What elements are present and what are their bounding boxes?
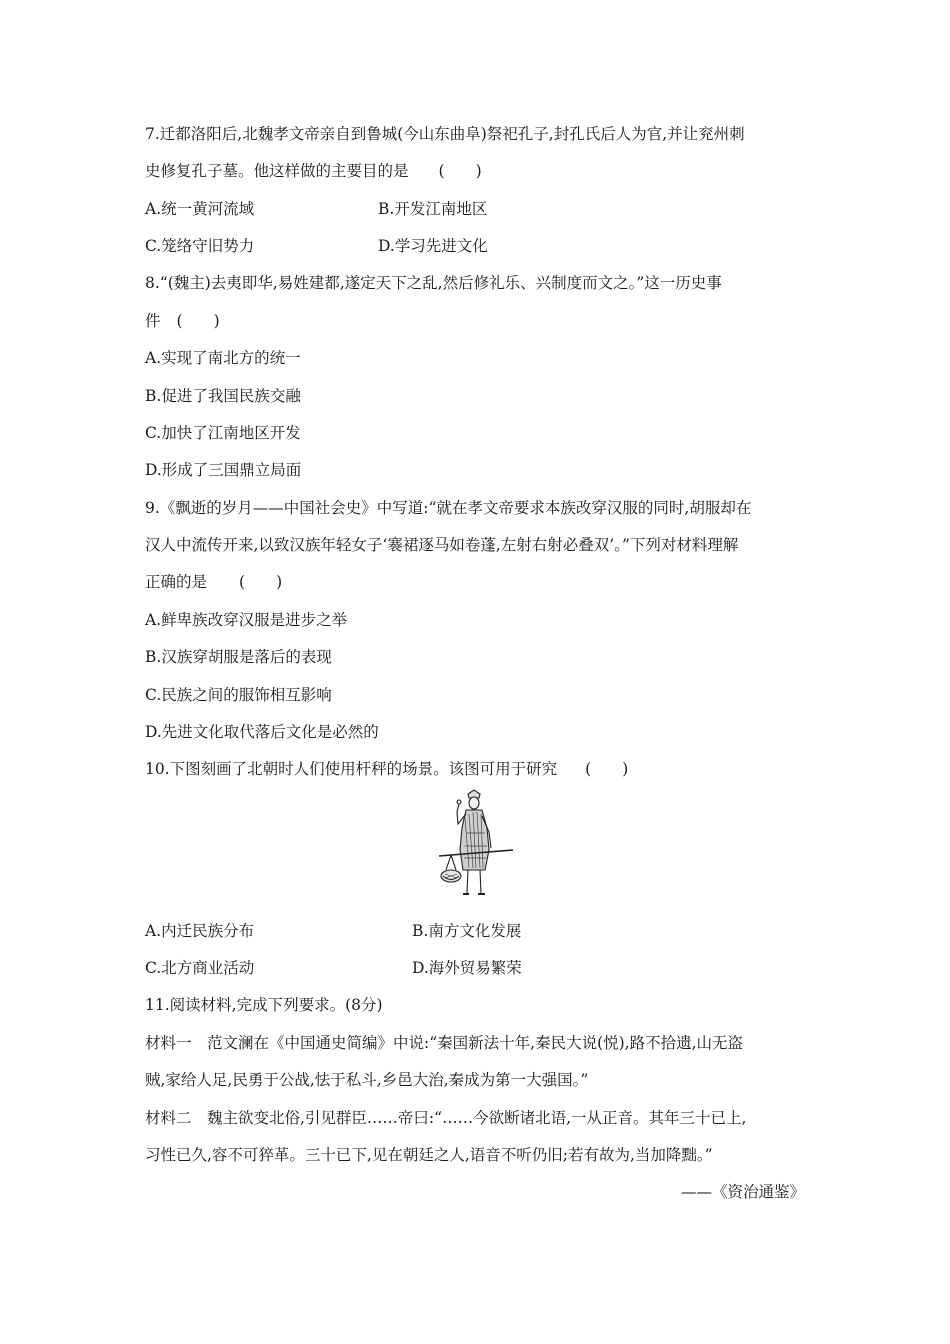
q7-stem-line2 — [145, 161, 482, 181]
q9-option-c: C.民族之间的服饰相互影响 — [145, 686, 332, 704]
steelyard-figure-image — [425, 788, 525, 908]
q9-option-b: B.汉族穿胡服是落后的表现 — [145, 648, 332, 666]
q10-option-c: C.北方商业活动 — [145, 959, 255, 977]
q11-material1-line2: 贼,家给人足,民勇于公战,怯于私斗,乡邑大治,秦成为第一大强国。” — [145, 1071, 589, 1089]
q11-material1-line1: 材料一 范文澜在《中国通史简编》中说:“秦国新法十年,秦民大说(悦),路不拾遗,山无盗 — [145, 1034, 744, 1052]
q7-answer-blank: ( ) — [438, 162, 482, 180]
q8-option-a: A.实现了南北方的统一 — [145, 349, 301, 367]
q10-stem-text: 10.下图刻画了北朝时人们使用杆秤的场景。该图可用于研究 — [145, 760, 558, 778]
q8-stem-text: 件 — [145, 312, 161, 330]
q8-option-b: B.促进了我国民族交融 — [145, 387, 301, 405]
q9-stem-line2: 汉人中流传开来,以致汉族年轻女子‘褰裙逐马如卷蓬,左射右射必叠双’。”下列对材料理解 — [145, 536, 739, 554]
q10-stem — [145, 759, 628, 779]
q9-option-a: A.鲜卑族改穿汉服是进步之举 — [145, 611, 348, 629]
q7-option-d: D.学习先进文化 — [378, 237, 488, 255]
q11-stem: 11.阅读材料,完成下列要求。(8分) — [145, 996, 383, 1014]
q7-option-a: A.统一黄河流域 — [145, 200, 255, 218]
q8-option-d: D.形成了三国鼎立局面 — [145, 461, 302, 479]
q8-stem-line1: 8.“(魏主)去夷即华,易姓建都,遂定天下之乱,然后修礼乐、兴制度而文之。”这一历史事 — [145, 274, 722, 292]
q11-source-citation: ——《资治通鉴》 — [680, 1183, 805, 1201]
q11-material2-line1: 材料二 魏主欲变北俗,引见群臣……帝曰:“……今欲断诸北语,一从正音。其年三十已上, — [145, 1109, 747, 1127]
q10-option-d: D.海外贸易繁荣 — [412, 959, 522, 977]
q9-stem-text: 正确的是 — [145, 573, 208, 591]
q7-option-b: B.开发江南地区 — [378, 200, 488, 218]
q9-answer-blank: ( ) — [239, 573, 283, 591]
q9-stem-line1: 9.《飘逝的岁月——中国社会史》中写道:“就在孝文帝要求本族改穿汉服的同时,胡服却在 — [145, 499, 752, 517]
q10-answer-blank: ( ) — [585, 760, 629, 778]
q9-stem-line3 — [145, 572, 282, 592]
q8-option-c: C.加快了江南地区开发 — [145, 424, 301, 442]
q10-option-a: A.内迁民族分布 — [145, 922, 255, 940]
q7-option-c: C.笼络守旧势力 — [145, 237, 255, 255]
q8-stem-line2 — [145, 311, 220, 331]
q11-material2-line2: 习性已久,容不可猝革。三十已下,见在朝廷之人,语音不听仍旧;若有故为,当加降黜。” — [145, 1146, 713, 1164]
q7-stem-line1: 7.迁都洛阳后,北魏孝文帝亲自到鲁城(今山东曲阜)祭祀孔子,封孔氏后人为官,并让兖州刺 — [145, 125, 745, 143]
q9-option-d: D.先进文化取代落后文化是必然的 — [145, 723, 379, 741]
q10-option-b: B.南方文化发展 — [412, 922, 522, 940]
q7-stem-text: 史修复孔子墓。他这样做的主要目的是 — [145, 162, 409, 180]
q8-answer-blank: ( ) — [176, 312, 220, 330]
